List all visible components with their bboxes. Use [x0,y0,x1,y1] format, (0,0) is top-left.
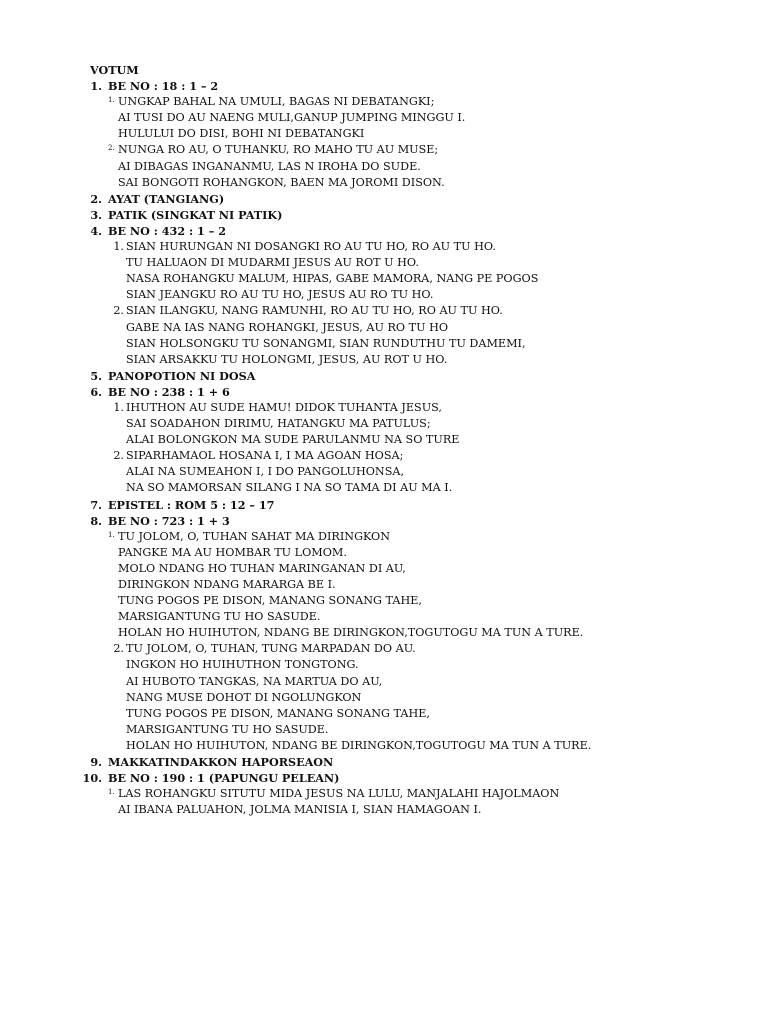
verse-line [0,271,768,287]
document-title: VOTUM [90,63,139,77]
verse-line [0,674,768,690]
verse-text: SIAN JEANGKU RO AU TU HO, JESUS AU RO TU HO. [126,288,434,302]
section-number: 8. [90,513,102,528]
verse-text: IHUTHON AU SUDE HAMU! DIDOK TUHANTA JESUS, [126,400,442,414]
verse-text: MOLO NDANG HO TUHAN MARINGANAN DI AU, [118,561,406,575]
section-row [0,368,768,384]
verse-text: NA SO MAMORSAN SILANG I NA SO TAMA DI AU MA I. [126,481,453,495]
section-number: 5. [90,368,102,383]
verse-line [0,287,768,303]
section-heading: PANOPOTION NI DOSA [108,368,256,383]
verse-text: INGKON HO HUIHUTHON TONGTONG. [126,658,359,672]
section-row [0,207,768,223]
verse-text: TU JOLOM, O, TUHAN, TUNG MARPADAN DO AU. [126,642,416,656]
verse-number: 2. [108,144,115,153]
verse-text: UNGKAP BAHAL NA UMULI, BAGAS NI DEBATANGKI; [118,95,435,109]
verse-number: 2. [113,304,124,318]
verse-line [0,802,768,818]
section-row [0,513,768,529]
verse-line [0,336,768,352]
section-number: 2. [90,191,102,206]
section-heading: EPISTEL : ROM 5 : 12 – 17 [108,497,275,512]
verse-text: NUNGA RO AU, O TUHANKU, RO MAHO TU AU MUSE; [118,143,439,157]
verse-line [0,320,768,336]
verse-text: ALAI NA SUMEAHON I, I DO PANGOLUHONSA, [126,465,404,479]
verse-text: DIRINGKON NDANG MARARGA BE I. [118,578,336,591]
section-row [0,223,768,239]
verse-line [0,448,768,464]
verse-line [0,142,768,158]
verse-line [0,110,768,126]
verse-text: LAS ROHANGKU SITUTU MIDA JESUS NA LULU, MANJALAHI HAJOLMAON [118,787,560,801]
section-heading: BE NO : 723 : 1 + 3 [108,513,230,528]
verse-text: NASA ROHANGKU MALUM, HIPAS, GABE MAMORA, NANG PE POGOS [126,272,539,286]
verse-line [0,609,768,625]
verse-text: SIAN HOLSONGKU TU SONANGMI, SIAN RUNDUTHU TU DAMEMI, [126,336,526,350]
verse-text: AI IBANA PALUAHON, JOLMA MANISIA I, SIAN HAMAGOAN I. [118,803,482,817]
section-heading: BE NO : 432 : 1 – 2 [108,223,226,238]
verse-line [0,352,768,368]
verse-line [0,577,768,593]
verse-text: HOLAN HO HUIHUTON, NDANG BE DIRINGKON,TOGUTOGU MA TUN A TURE. [118,626,584,640]
verse-number: 1. [113,240,124,254]
section-row [0,78,768,94]
verse-text: HULULUI DO DISI, BOHI NI DEBATANGKI [118,127,365,141]
verse-line [0,786,768,802]
verse-line [0,722,768,738]
verse-line [0,432,768,448]
verse-text: TUNG POGOS PE DISON, MANANG SONANG TAHE, [126,706,430,720]
verse-line [0,545,768,561]
verse-line [0,641,768,657]
verse-line [0,738,768,754]
verse-line [0,175,768,191]
section-row [0,754,768,770]
verse-text: TUNG POGOS PE DISON, MANANG SONANG TAHE, [118,594,422,608]
verse-text: MARSIGANTUNG TU HO SASUDE. [126,722,329,736]
section-number: 4. [90,223,102,238]
verse-text: AI TUSI DO AU NAENG MULI,GANUP JUMPING MINGGU I. [118,111,466,125]
verse-line [0,303,768,319]
verse-text: AI DIBAGAS INGANANMU, LAS N IROHA DO SUDE. [118,159,421,173]
verse-text: AI HUBOTO TANGKAS, NA MARTUA DO AU, [126,674,383,688]
verse-line [0,400,768,416]
section-number: 10. [82,771,102,786]
verse-line [0,657,768,673]
section-row [0,384,768,400]
verse-text: GABE NA IAS NANG ROHANGKI, JESUS, AU RO TU HO [126,320,449,334]
verse-text: TU HALUAON DI MUDARMI JESUS AU ROT U HO. [126,256,419,270]
verse-text: SAI SOADAHON DIRIMU, HATANGKU MA PATULUS; [126,417,431,431]
section-row [0,191,768,207]
verse-number: 1. [113,400,124,414]
section-heading: BE NO : 18 : 1 – 2 [108,79,219,94]
verse-number: 2. [113,642,124,656]
section-heading: BE NO : 238 : 1 + 6 [108,384,230,399]
verse-number: 2. [113,449,124,463]
verse-text: HOLAN HO HUIHUTON, NDANG BE DIRINGKON,TOGUTOGU MA TUN A TURE. [126,738,592,752]
verse-text: SIPARHAMAOL HOSANA I, I MA AGOAN HOSA; [126,449,404,463]
section-row [0,770,768,786]
section-heading: MAKKATINDAKKON HAPORSEAON [108,755,334,770]
verse-text: SIAN HURUNGAN NI DOSANGKI RO AU TU HO, RO AU TU HO. [126,240,496,254]
verse-text: PANGKE MA AU HOMBAR TU LOMOM. [118,545,347,559]
verse-line [0,480,768,496]
verse-line [0,625,768,641]
verse-number: 1. [108,530,115,539]
verse-text: ALAI BOLONGKON MA SUDE PARULANMU NA SO TURE [126,433,460,447]
verse-line [0,593,768,609]
section-number: 7. [90,497,102,512]
section-number: 6. [90,384,102,399]
section-row [0,497,768,513]
section-heading: PATIK (SINGKAT NI PATIK) [108,207,283,222]
section-heading: BE NO : 190 : 1 (PAPUNGU PELEAN) [108,771,340,786]
liturgy-list [0,62,768,818]
verse-line [0,690,768,706]
verse-line [0,239,768,255]
section-number: 1. [90,79,102,94]
verse-text: SIAN ARSAKKU TU HOLONGMI, JESUS, AU ROT U HO. [126,352,448,366]
verse-number: 1. [108,788,115,797]
section-heading: AYAT (TANGIANG) [108,191,225,206]
verse-line [0,561,768,577]
verse-line [0,416,768,432]
verse-text: TU JOLOM, O, TUHAN SAHAT MA DIRINGKON [118,529,391,543]
verse-line [0,464,768,480]
verse-number: 1. [108,96,115,105]
verse-line [0,255,768,271]
verse-line [0,706,768,722]
verse-text: NANG MUSE DOHOT DI NGOLUNGKON [126,690,362,704]
verse-text: SAI BONGOTI ROHANGKON, BAEN MA JOROMI DISON. [118,175,445,189]
verse-line [0,159,768,175]
section-number: 9. [90,755,102,770]
verse-line [0,94,768,110]
document-title-row [0,62,768,78]
verse-text: MARSIGANTUNG TU HO SASUDE. [118,610,321,624]
verse-line [0,529,768,545]
verse-text: SIAN ILANGKU, NANG RAMUNHI, RO AU TU HO, RO AU TU HO. [126,304,503,318]
verse-line [0,126,768,142]
section-number: 3. [90,207,102,222]
